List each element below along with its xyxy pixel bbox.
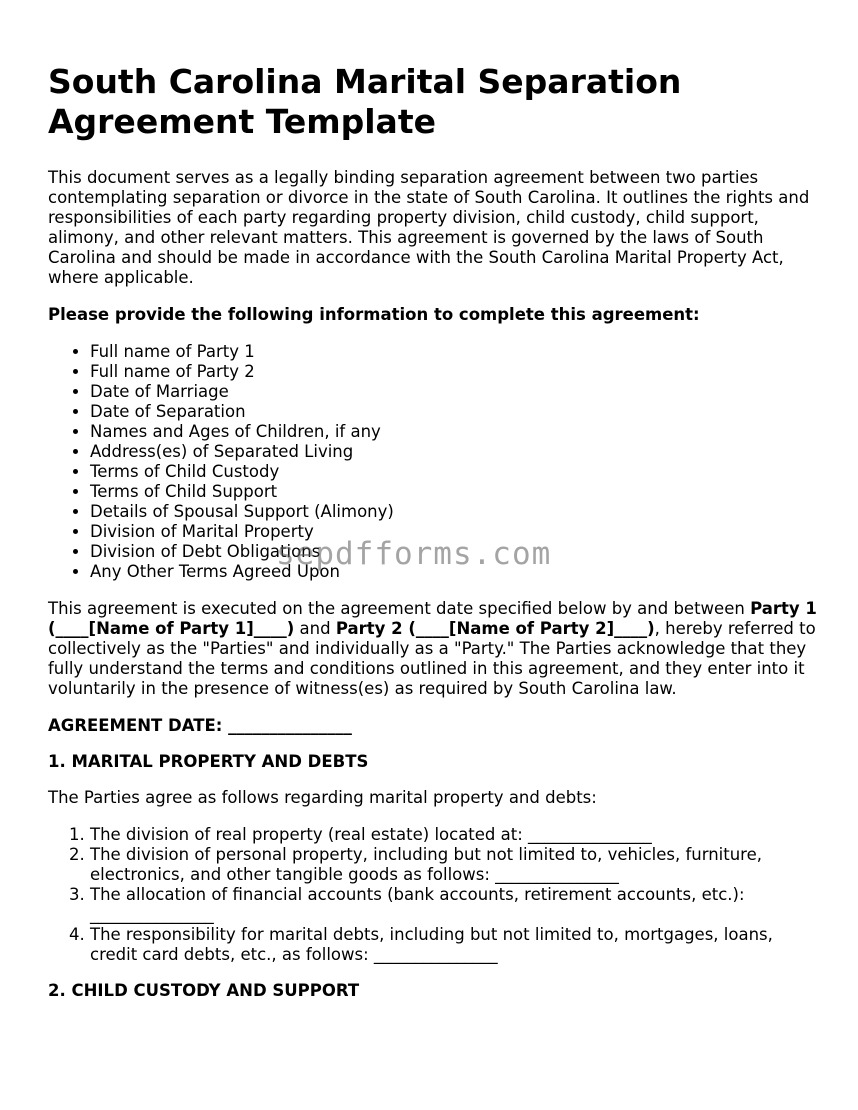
list-item: • Names and Ages of Children, if any — [90, 422, 818, 442]
list-item: • Date of Separation — [90, 402, 818, 422]
intro-paragraph: This document serves as a legally binding separation agreement between two parties contemplating separation or divorce in the state of South Carolina. It outlines the rights and responsibilities of each party regarding property division, child custody, child support, alimony, and other relevant matters. This agreement is governed by the laws of South Carolina and should be made in accordance with the South Carolina Marital Property Act, where applicable. — [48, 168, 810, 287]
info-prompt: Please provide the following information to complete this agreement: — [48, 305, 700, 324]
list-item: • Division of Debt Obligations — [90, 542, 818, 562]
party2-name: Party 2 (____[Name of Party 2]____) — [335, 619, 655, 638]
list-item: • Terms of Child Custody — [90, 462, 818, 482]
list-item: • Division of Marital Property — [90, 522, 818, 542]
watermark: sepdfforms.com — [276, 536, 552, 572]
list-item: • Full name of Party 1 — [90, 342, 818, 362]
document-title: South Carolina Marital Separation Agreement Template — [48, 62, 682, 141]
section-1-list — [48, 825, 818, 965]
section-1-heading: 1. MARITAL PROPERTY AND DEBTS — [48, 752, 369, 771]
agreement-date: AGREEMENT DATE: _______________ — [48, 716, 352, 735]
party1-name: Party 1 (____[Name of Party 1]____) — [48, 599, 817, 638]
section-2-heading: 2. CHILD CUSTODY AND SUPPORT — [48, 981, 360, 1000]
list-item: • Address(es) of Separated Living — [90, 442, 818, 462]
execution-paragraph — [48, 599, 818, 699]
list-item: • Details of Spousal Support (Alimony) — [90, 502, 818, 522]
execution-and: and — [294, 619, 336, 638]
list-item: • Date of Marriage — [90, 382, 818, 402]
section-1-intro: The Parties agree as follows regarding marital property and debts: — [48, 788, 597, 807]
list-item: • Full name of Party 2 — [90, 362, 818, 382]
list-item: 2. The division of personal property, including but not limited to, vehicles, furniture, electronics, and other tangible goods as follows: _______________ — [90, 845, 818, 885]
list-item: 1. The division of real property (real estate) located at: _______________ — [90, 825, 818, 845]
execution-text-2: , hereby referred to collectively as the "Parties" and individually as a "Party." The Parties acknowledge that they fully understand the terms and conditions outlined in this agreement, and they enter into it voluntarily in the presence of witness(es) as required by South Carolina law. — [48, 619, 816, 698]
execution-text-1: This agreement is executed on the agreement date specified below by and between — [48, 599, 751, 618]
list-item: 3. The allocation of financial accounts (bank accounts, retirement accounts, etc.): _______________ — [90, 885, 818, 925]
list-item: • Terms of Child Support — [90, 482, 818, 502]
list-item: 4. The responsibility for marital debts, including but not limited to, mortgages, loans, credit card debts, etc., as follows: _______________ — [90, 925, 818, 965]
list-item: • Any Other Terms Agreed Upon — [90, 562, 818, 582]
